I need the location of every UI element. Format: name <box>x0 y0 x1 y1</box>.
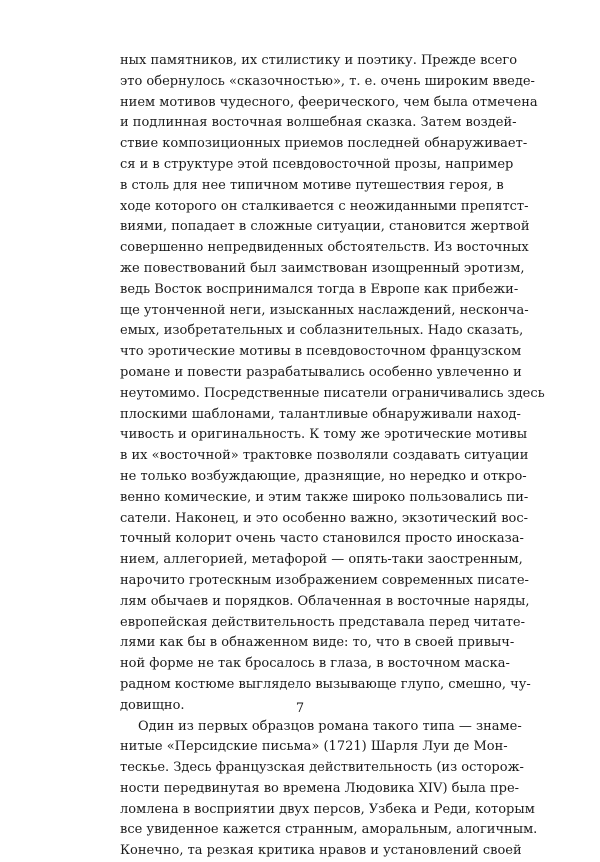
text-line: Конечно, та резкая критика нравов и установлений своей <box>120 843 522 859</box>
text-line: тескье. Здесь французская действительность (из осторож- <box>120 760 524 776</box>
text-line: что эротические мотивы в псевдовосточном французском <box>120 344 522 360</box>
text-line: емых, изобретательных и соблазнительных. Надо сказать, <box>120 323 524 339</box>
text-line: ведь Восток воспринимался тогда в Европе как прибежи- <box>120 281 519 297</box>
text-line: европейская действительность представала перед читате- <box>120 614 525 630</box>
text-line: ся и в структуре этой псевдовосточной прозы, например <box>120 156 514 172</box>
text-line: сатели. Наконец, и это особенно важно, экзотический вос- <box>120 510 529 526</box>
text-line: романе и повести разрабатывались особенно увлеченно и <box>120 364 522 380</box>
text-line: это обернулось «сказочностью», т. е. очень широким введе- <box>120 73 535 89</box>
text-line: точный колорит очень часто становился просто иносказа- <box>120 531 524 547</box>
text-line: ходе которого он сталкивается с неожиданными препятст- <box>120 198 529 214</box>
text-line: Один из первых образцов романа такого типа — знаме- <box>138 718 522 734</box>
text-line: в столь для нее типичном мотиве путешествия героя, в <box>120 177 504 193</box>
page-number: 7 <box>295 701 305 716</box>
text-line: ломлена в восприятии двух персов, Узбека и Реди, которым <box>120 801 535 817</box>
text-line: нием мотивов чудесного, феерического, чем была отмечена <box>120 94 538 110</box>
text-line: виями, попадает в сложные ситуации, становится жертвой <box>120 219 530 235</box>
text-line: в их «восточной» трактовке позволяли создавать ситуации <box>120 448 529 464</box>
text-line: нием, аллегорией, метафорой — опять-таки заостренным, <box>120 552 523 568</box>
text-line: плоскими шаблонами, талантливые обнаруживали наход- <box>120 406 521 422</box>
text-line: и подлинная восточная волшебная сказка. Затем воздей- <box>120 115 517 131</box>
text-line: неутомимо. Посредственные писатели ограничивались здесь <box>120 385 545 401</box>
text-line: венно комические, и этим также широко пользовались пи- <box>120 489 529 505</box>
text-line: ности передвинутая во времена Людовика XIV) была пре- <box>120 780 520 796</box>
text-line: лям обычаев и порядков. Облаченная в восточные наряды, <box>120 593 530 609</box>
text-line: радном костюме выглядело вызывающе глупо, смешно, чу- <box>120 676 531 692</box>
text-line: лями как бы в обнаженном виде: то, что в своей привыч- <box>120 635 515 651</box>
text-line: нитые «Персидские письма» (1721) Шарля Луи де Мон- <box>120 739 508 755</box>
text-line: не только возбуждающие, дразнящие, но нередко и откро- <box>120 468 527 484</box>
text-line: все увиденное кажется странным, аморальным, алогичным. <box>120 822 538 838</box>
text-line: чивость и оригинальность. К тому же эротические мотивы <box>120 427 528 443</box>
text-line: ще утонченной неги, изысканных наслаждений, нескончa- <box>120 302 529 318</box>
text-line: совершенно непредвиденных обстоятельств. Из восточных <box>120 240 529 256</box>
text-line: довищно. <box>120 697 185 713</box>
text-line: же повествований был заимствован изощренный эротизм, <box>120 260 525 276</box>
text-line: ствие композиционных приемов последней обнаруживает- <box>120 136 528 152</box>
text-line: ных памятников, их стилистику и поэтику. Прежде всего <box>120 53 518 68</box>
page-body <box>120 51 545 862</box>
text-line: ной форме не так бросалось в глаза, в восточном маска- <box>120 656 510 672</box>
text-line: нарочито гротескным изображением современных писате- <box>120 572 529 588</box>
